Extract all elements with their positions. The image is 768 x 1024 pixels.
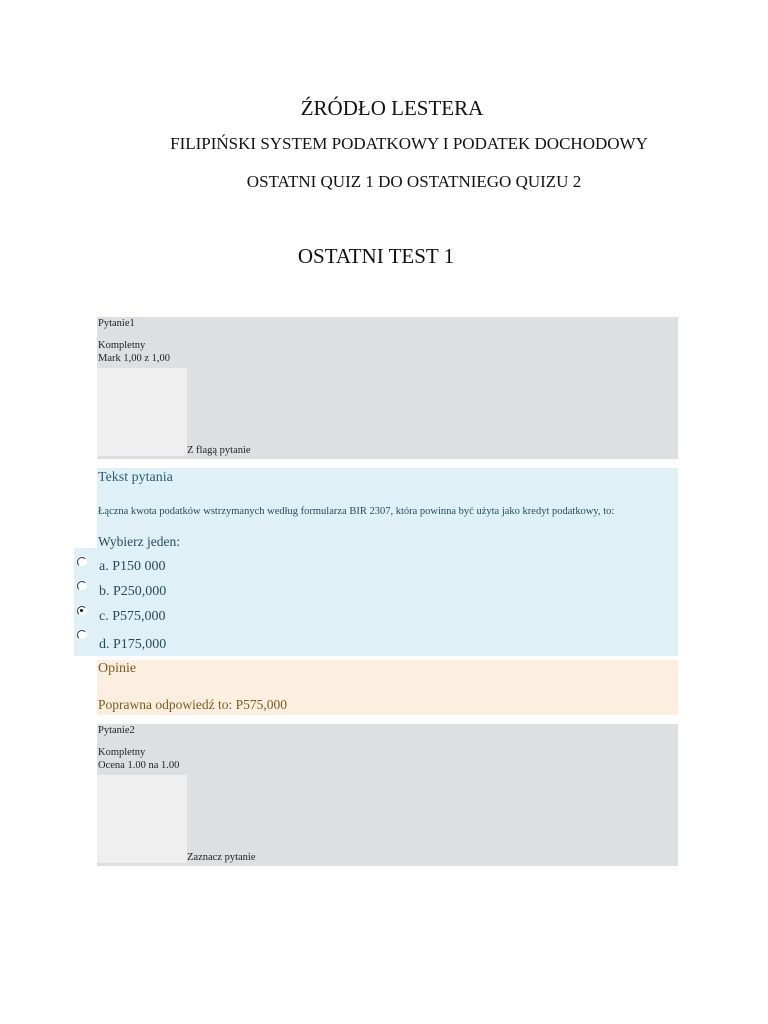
flag-box[interactable] [97,775,187,863]
feedback-block [97,660,678,715]
question-text-body: Łączna kwota podatków wstrzymanych według formularza BIR 2307, która powinna być użyta jako kredyt podatkowy, to: [98,506,615,517]
question1-info [97,317,678,459]
question-text-title: Tekst pytania [98,470,173,485]
question-text-block [97,468,678,656]
choice-c-label[interactable]: c. P575,000 [99,609,166,624]
range-heading: OSTATNI QUIZ 1 DO OSTATNIEGO QUIZU 2 [246,172,582,191]
subject-heading: FILIPIŃSKI SYSTEM PODATKOWY I PODATEK DOCHODOWY [170,134,648,153]
source-heading: ŹRÓDŁO LESTERA [300,96,484,120]
feedback-title: Opinie [98,661,137,676]
choice-d-label[interactable]: d. P175,000 [99,637,167,652]
flag-box[interactable] [97,368,187,456]
question-grade: Mark 1,00 z 1,00 [98,353,171,364]
test-heading: OSTATNI TEST 1 [297,244,455,268]
question2-info [97,724,678,866]
choice-b-radio[interactable] [77,581,87,591]
question-grade: Ocena 1.00 na 1.00 [98,760,180,771]
question-number: Pytanie2 [98,725,135,736]
choice-c-radio[interactable] [77,606,87,616]
flag-question-link[interactable]: Zaznacz pytanie [187,852,256,863]
choice-a-label[interactable]: a. P150 000 [99,559,166,574]
choice-d-radio[interactable] [77,630,87,640]
question-state: Kompletny [98,340,146,351]
choice-a-radio[interactable] [77,557,87,567]
question-state: Kompletny [98,747,146,758]
choice-b-label[interactable]: b. P250,000 [99,584,167,599]
correct-answer-text: Poprawna odpowiedź to: P575,000 [98,697,287,712]
flag-question-link[interactable]: Z flagą pytanie [187,445,251,456]
question-number: Pytanie1 [98,318,135,329]
choose-one-prompt: Wybierz jeden: [98,534,181,549]
